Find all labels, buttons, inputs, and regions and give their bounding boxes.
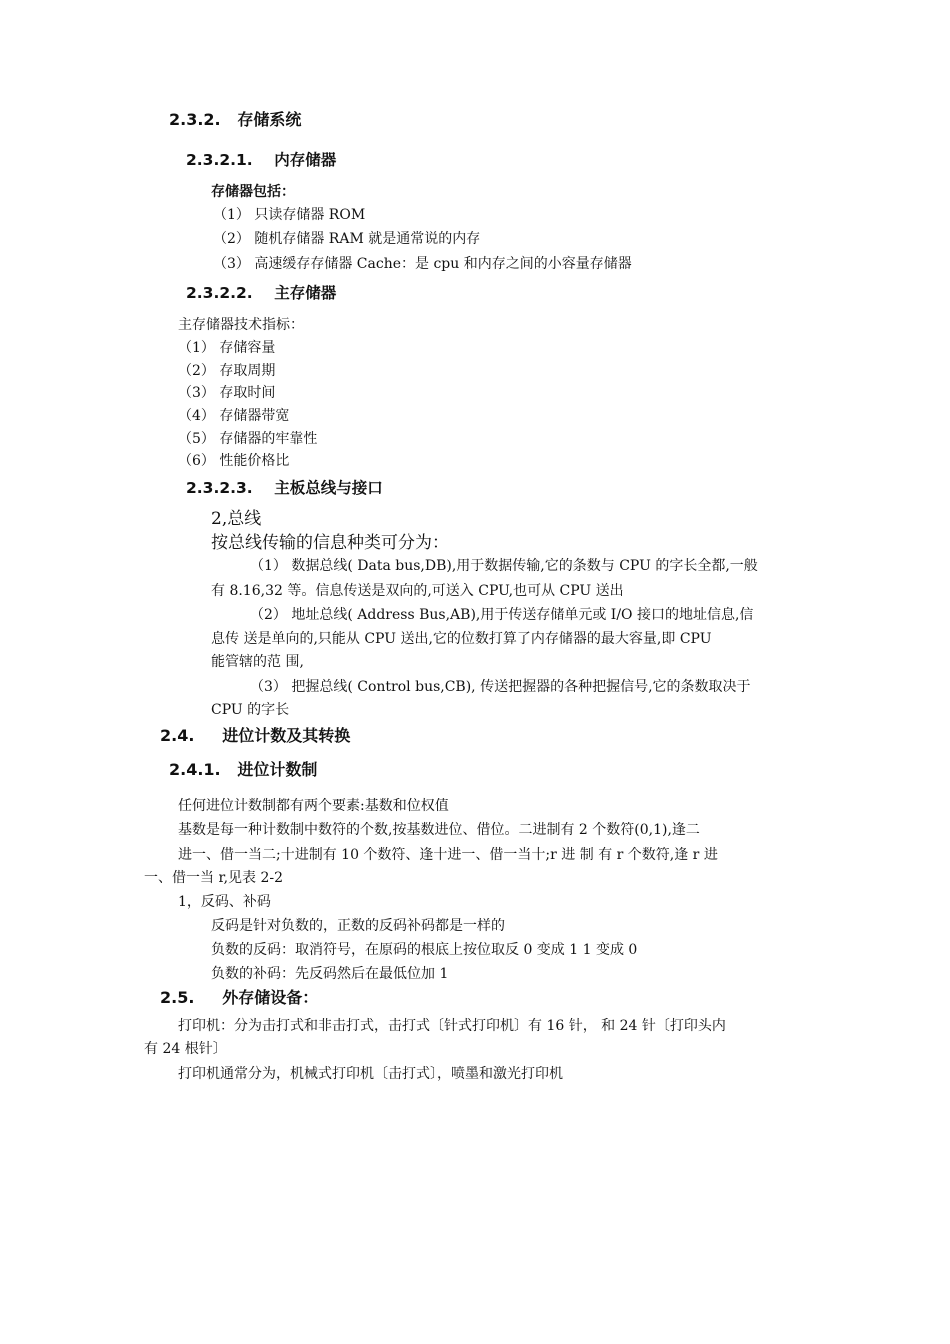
printer-paragraph-line: 有 24 根针〕 — [144, 1041, 227, 1057]
heading-title: 进位计数及其转换 — [222, 726, 351, 745]
main-memory-intro: 主存储器技术指标： — [178, 317, 304, 333]
heading-number: 2.3.2.1. — [186, 151, 253, 169]
bus-intro: 按总线传输的信息种类可分为： — [211, 533, 449, 553]
bus-paragraph-line: CPU 的字长 — [211, 702, 290, 718]
complement-line: 反码是针对负数的，正数的反码补码都是一样的 — [211, 918, 505, 934]
heading-title: 主板总线与接口 — [274, 479, 383, 497]
list-item: （2） 随机存储器 RAM 就是通常说的内存 — [213, 231, 481, 247]
heading-2-4-1 — [169, 760, 317, 780]
radix-paragraph-line: 基数是每一种计数制中数符的个数,按基数进位、借位。二进制有 2 个数符(0,1),逢二 — [178, 822, 700, 838]
bus-heading: 2,总线 — [211, 509, 262, 529]
heading-title: 主存储器 — [274, 284, 337, 302]
memory-intro: 存储器包括： — [211, 184, 295, 200]
bus-paragraph-line: 息传 送是单向的,只能从 CPU 送出,它的位数打算了内存储器的最大容量,即 CPU — [211, 631, 712, 647]
list-item: （2） 存取周期 — [178, 363, 276, 379]
heading-number: 2.5. — [160, 988, 195, 1007]
heading-2-4 — [160, 726, 350, 746]
heading-title: 进位计数制 — [237, 760, 318, 779]
heading-title: 内存储器 — [274, 151, 337, 169]
heading-number: 2.3.2. — [169, 110, 221, 129]
heading-number: 2.4. — [160, 726, 195, 745]
heading-2-3-2-3 — [186, 478, 383, 498]
complement-heading: 1，反码、补码 — [178, 894, 271, 910]
radix-paragraph-line: 一、借一当 r,见表 2-2 — [144, 870, 284, 886]
bus-paragraph-line: 有 8.16,32 等。信息传送是双向的,可送入 CPU,也可从 CPU 送出 — [211, 583, 624, 599]
list-item: （6） 性能价格比 — [178, 453, 290, 469]
heading-number: 2.3.2.2. — [186, 284, 253, 302]
bus-paragraph-line: （1） 数据总线( Data bus,DB),用于数据传输,它的条数与 CPU 的字长全都,一般 — [250, 558, 758, 574]
list-item: （1） 只读存储器 ROM — [213, 207, 366, 223]
list-item: （5） 存储器的牢靠性 — [178, 431, 318, 447]
bus-paragraph-line: （3） 把握总线( Control bus,CB), 传送把握器的各种把握信号,它的条数取决于 — [250, 679, 751, 695]
bus-paragraph-line: 能管辖的范 围, — [211, 654, 304, 670]
bus-paragraph-line: （2） 地址总线( Address Bus,AB),用于传送存储单元或 I/O 接口的地址信息,信 — [250, 607, 754, 623]
complement-line: 负数的反码：取消符号，在原码的根底上按位取反 0 变成 1 1 变成 0 — [211, 942, 638, 958]
heading-2-5 — [160, 988, 318, 1008]
printer-paragraph-line: 打印机通常分为，机械式打印机〔击打式〕，喷墨和激光打印机 — [178, 1066, 563, 1082]
heading-2-3-2 — [169, 110, 301, 130]
list-item: （1） 存储容量 — [178, 340, 276, 356]
heading-number: 2.4.1. — [169, 760, 221, 779]
radix-paragraph-line: 任何进位计数制都有两个要素:基数和位权值 — [178, 798, 449, 814]
printer-paragraph-line: 打印机：分为击打式和非击打式，击打式〔针式打印机〕有 16 针， 和 24 针〔打印头内 — [178, 1018, 726, 1034]
heading-number: 2.3.2.3. — [186, 479, 253, 497]
list-item: （3） 高速缓存存储器 Cache：是 cpu 和内存之间的小容量存储器 — [213, 256, 632, 272]
heading-2-3-2-2 — [186, 283, 336, 303]
heading-title: 存储系统 — [237, 110, 302, 129]
heading-2-3-2-1 — [186, 150, 336, 170]
radix-paragraph-line: 进一、借一当二;十进制有 10 个数符、逢十进一、借一当十;r 进 制 有 r 个数符,逢 r 进 — [178, 847, 718, 863]
list-item: （3） 存取时间 — [178, 385, 276, 401]
complement-line: 负数的补码：先反码然后在最低位加 1 — [211, 966, 449, 982]
list-item: （4） 存储器带宽 — [178, 408, 290, 424]
heading-title: 外存储设备： — [222, 988, 319, 1007]
